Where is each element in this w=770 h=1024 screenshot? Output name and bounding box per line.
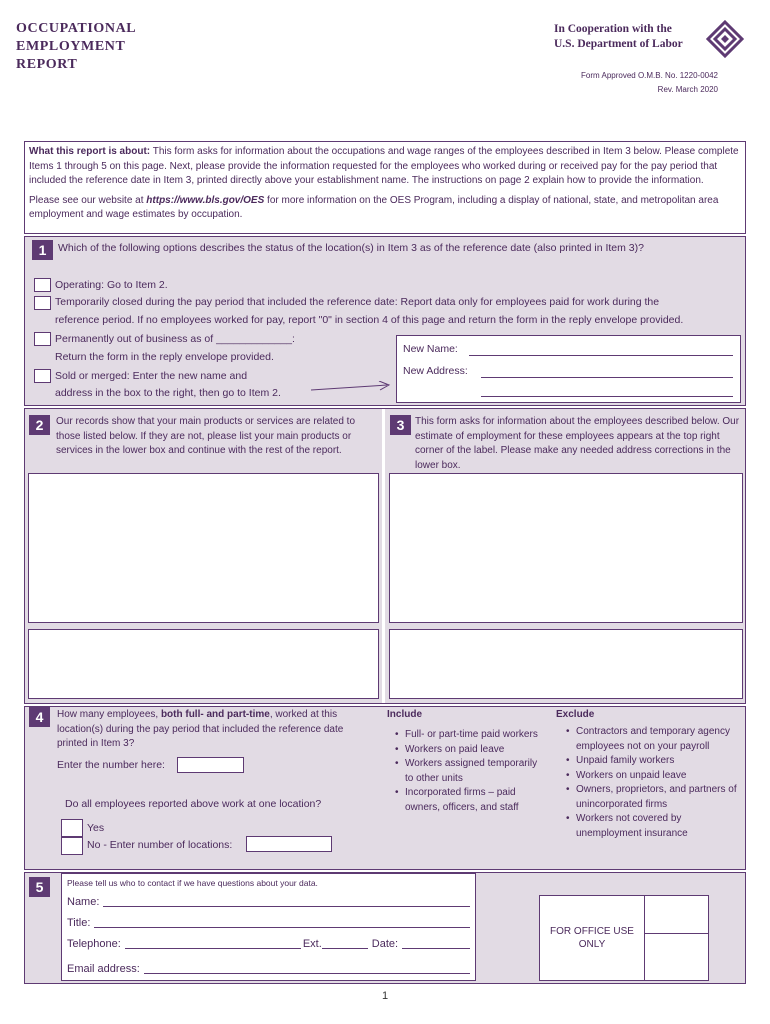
sold-merged-label-2: address in the box to the right, then go to Item 2. <box>55 387 281 399</box>
email-row <box>67 959 470 980</box>
ext-label: Ext. <box>302 938 322 950</box>
name-input[interactable] <box>103 892 470 907</box>
form-approval <box>581 69 718 97</box>
email-label: Email address: <box>67 963 140 975</box>
contact-heading: Please tell us who to contact if we have questions about your data. <box>67 878 318 888</box>
exclude-item: • Contractors and temporary agency employees not on your payroll <box>566 725 742 754</box>
cooperation-line-2: U.S. Department of Labor <box>554 38 683 50</box>
new-name-label: New Name: <box>403 343 458 355</box>
item-1-section <box>24 236 746 406</box>
telephone-input[interactable] <box>125 934 301 949</box>
name-label: Name: <box>67 896 100 908</box>
products-services-box <box>28 473 379 623</box>
no-checkbox[interactable] <box>61 837 83 855</box>
name-row <box>67 892 470 913</box>
one-location-question: Do all employees reported above work at one location? <box>65 798 322 810</box>
new-address-box <box>396 335 741 403</box>
item-4-question-bold: both full- and part-time <box>160 709 270 720</box>
title-line-2: EMPLOYMENT <box>16 39 126 54</box>
establishment-label-box <box>389 473 743 623</box>
title-input[interactable] <box>94 913 470 928</box>
exclude-item: • Unpaid family workers <box>566 754 742 769</box>
operating-label: Operating: Go to Item 2. <box>55 279 168 291</box>
revision-date: Rev. March 2020 <box>657 85 718 94</box>
exclude-heading: Exclude <box>556 709 595 720</box>
yes-checkbox[interactable] <box>61 819 83 837</box>
date-label: Date: <box>371 938 399 950</box>
website-suffix: for more information on the OES Program, including a display of national, state, and metropolitan area employment and wage estimates by occupation. <box>29 194 719 220</box>
office-divider-horizontal <box>644 933 708 934</box>
include-item: • Workers on paid leave <box>395 743 540 758</box>
title-row <box>67 913 470 934</box>
dol-diamond-logo-icon <box>706 20 744 58</box>
out-of-business-label-1: Permanently out of business as of _____________: <box>55 333 295 345</box>
item-5-section <box>24 872 746 984</box>
item-1-number: 1 <box>32 240 53 260</box>
new-address-input-1[interactable] <box>481 377 733 378</box>
office-use-box <box>539 895 709 981</box>
page-number: 1 <box>381 990 389 1002</box>
yes-label: Yes <box>87 822 105 834</box>
right-arrow-icon <box>311 381 393 393</box>
item-2-number: 2 <box>29 415 50 435</box>
website-prefix: Please see our website at <box>29 194 147 206</box>
sold-merged-checkbox[interactable] <box>34 369 51 383</box>
about-paragraph <box>29 145 741 189</box>
omb-number: Form Approved O.M.B. No. 1220-0042 <box>581 71 718 80</box>
website-paragraph <box>29 194 741 223</box>
item-3-number: 3 <box>390 415 411 435</box>
address-corrections-input[interactable] <box>389 629 743 699</box>
title-line-1: OCCUPATIONAL <box>16 21 137 36</box>
report-title <box>16 20 136 74</box>
section-divider <box>382 409 385 703</box>
website-link[interactable]: https://www.bls.gov/OES <box>146 194 265 206</box>
no-label: No - Enter number of locations: <box>87 839 233 851</box>
temporarily-closed-checkbox[interactable] <box>34 296 51 310</box>
employee-count-input[interactable] <box>177 757 244 773</box>
include-heading: Include <box>387 709 423 720</box>
products-services-input[interactable] <box>28 629 379 699</box>
out-of-business-checkbox[interactable] <box>34 332 51 346</box>
item-2-text: Our records show that your main products or services are related to those listed below. If they are not, please list your main products or services in the lower box and continue with the rest of the report. <box>56 416 356 456</box>
about-text: This form asks for information about the occupations and wage ranges of the employees described in Item 3 below. Please complete Items 1 through 5 on this page. Next, please provide the information requested for the employees who worked during or received pay for the pay period that included the reference date in Item 3, printed directly above your establishment name. The instructions on page 2 explain how to provide the information. <box>29 146 739 186</box>
exclude-item: • Workers on unpaid leave <box>566 769 742 784</box>
email-input[interactable] <box>144 959 470 974</box>
cooperation-line-1: In Cooperation with the <box>554 23 672 35</box>
title-line-3: REPORT <box>16 57 78 72</box>
exclude-list <box>566 725 742 841</box>
enter-number-label: Enter the number here: <box>57 759 165 771</box>
contact-box <box>61 873 476 981</box>
office-use-label: FOR OFFICE USE ONLY <box>550 926 634 950</box>
item-4-number: 4 <box>29 707 50 727</box>
item-4-section <box>24 706 746 870</box>
exclude-item: • Owners, proprietors, and partners of unincorporated firms <box>566 783 742 812</box>
exclude-item: • Workers not covered by unemployment insurance <box>566 812 742 841</box>
sold-merged-label-1: Sold or merged: Enter the new name and <box>55 370 248 382</box>
item-3-text: This form asks for information about the employees described below. Our estimate of employment for these employees appears at the top right corner of the label. Please make any needed address corrections in the lower box. <box>415 416 740 471</box>
telephone-label: Telephone: <box>67 938 121 950</box>
temporarily-closed-label-1: Temporarily closed during the pay period that included the reference date: Report data only for employees paid for work during the <box>55 296 660 308</box>
include-item: • Workers assigned temporarily to other units <box>395 757 540 786</box>
new-name-input[interactable] <box>469 355 733 356</box>
out-of-business-label-2: Return the form in the reply envelope provided. <box>55 351 274 363</box>
item-4-question-suffix: , worked at this location(s) during the pay period that included the reference date printed in Item 3? <box>57 709 344 749</box>
telephone-row <box>67 934 470 955</box>
temporarily-closed-label-2: reference period. If no employees worked for pay, report "0" in section 4 of this page and return the form in the reply envelope provided. <box>55 314 684 326</box>
cooperation-text <box>554 22 683 52</box>
item-5-number: 5 <box>29 877 50 897</box>
title-label: Title: <box>67 917 91 929</box>
items-2-3-section <box>24 408 746 704</box>
date-input[interactable] <box>402 934 470 949</box>
about-section <box>24 141 746 234</box>
new-address-input-2[interactable] <box>481 396 733 397</box>
item-1-question: Which of the following options describes the status of the location(s) in Item 3 as of the reference date (also printed in Item 3)? <box>58 242 644 254</box>
operating-checkbox[interactable] <box>34 278 51 292</box>
new-address-label: New Address: <box>403 365 468 377</box>
about-heading: What this report is about: <box>29 146 151 157</box>
include-item: • Incorporated firms – paid owners, officers, and staff <box>395 786 540 815</box>
locations-count-input[interactable] <box>246 836 332 852</box>
office-divider-vertical <box>644 896 645 980</box>
item-4-question <box>57 708 353 752</box>
ext-input[interactable] <box>322 934 368 949</box>
include-list <box>395 728 540 815</box>
item-4-question-prefix: How many employees, <box>57 709 161 720</box>
include-item: • Full- or part-time paid workers <box>395 728 540 743</box>
